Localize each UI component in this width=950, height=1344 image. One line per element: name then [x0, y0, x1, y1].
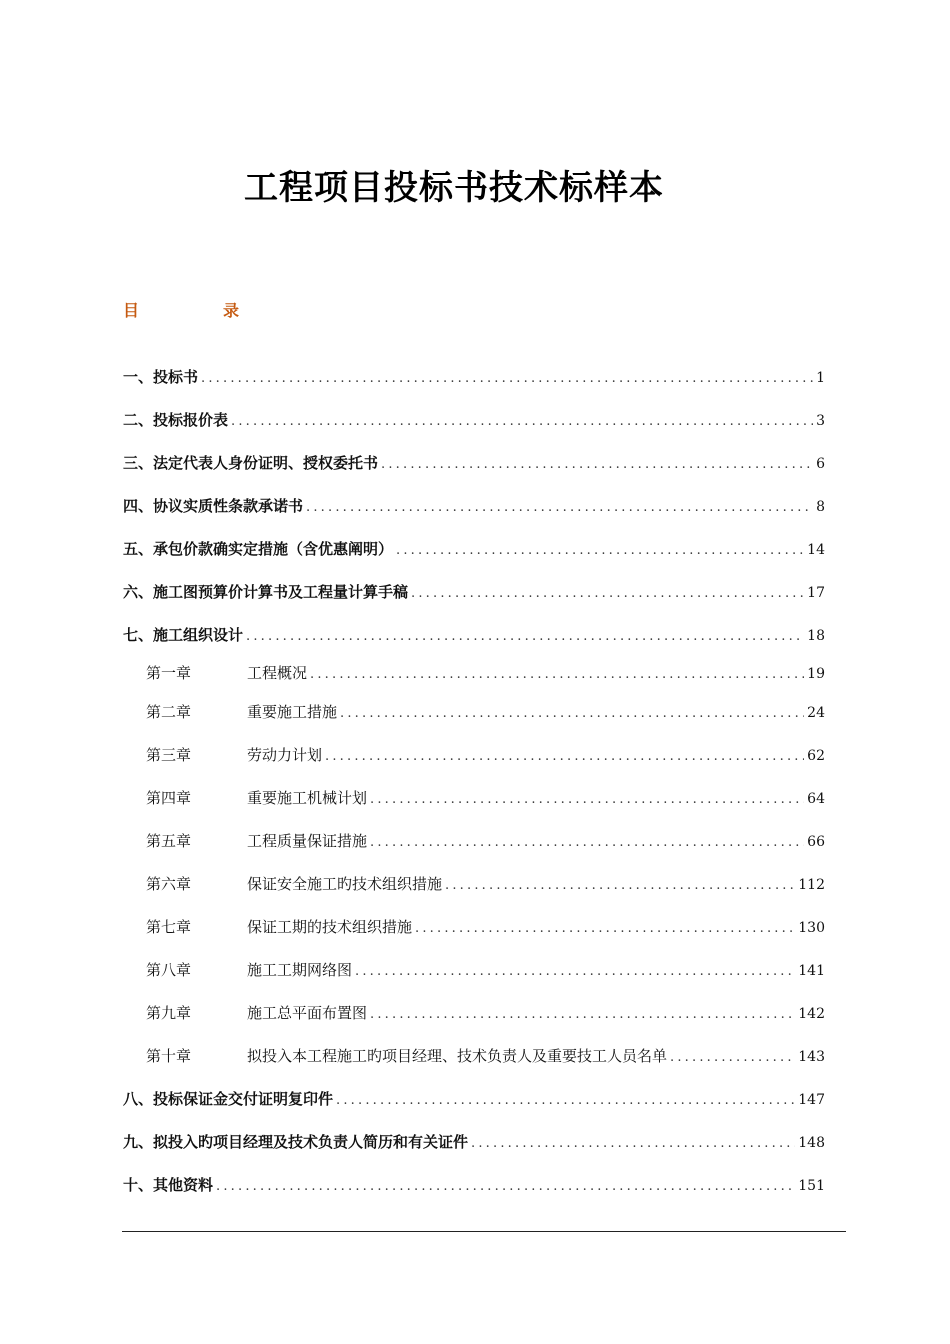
toc-entry-1[interactable]: [123, 367, 825, 387]
toc-entry-2[interactable]: [123, 410, 825, 430]
toc-chapter-label: 施工工期网络图: [247, 961, 353, 979]
toc-entry-8[interactable]: [123, 1089, 825, 1109]
toc-chapter-label: 保证工期的技术组织措施: [247, 918, 413, 936]
toc-leader-dots: [325, 747, 804, 767]
toc-page-number: 130: [798, 920, 825, 936]
toc-page-number: 17: [807, 585, 825, 601]
toc-leader-dots: [445, 876, 795, 896]
toc-page-number: 64: [807, 791, 825, 807]
toc-chapter-label: 重要施工机械计划: [247, 789, 368, 807]
toc-chapter-number: 第七章: [146, 918, 192, 936]
toc-page-number: 141: [798, 963, 825, 979]
toc-chapter-number: 第十章: [146, 1047, 192, 1065]
toc-leader-dots: [201, 369, 813, 389]
document-title: 工程项目投标书技术标样本: [244, 168, 664, 208]
toc-leader-dots: [340, 704, 804, 724]
toc-chapter-9[interactable]: [146, 1003, 825, 1023]
toc-page-number: 8: [816, 499, 825, 515]
toc-entry-9[interactable]: [123, 1132, 825, 1152]
toc-leader-dots: [381, 455, 813, 475]
toc-entry-label: 七、施工组织设计: [123, 626, 244, 644]
toc-page-number: 18: [807, 628, 825, 644]
toc-chapter-number: 第六章: [146, 875, 192, 893]
toc-entry-5[interactable]: [123, 539, 825, 559]
toc-entry-label: 二、投标报价表: [123, 411, 229, 429]
toc-entry-label: 三、法定代表人身份证明、授权委托书: [123, 454, 379, 472]
toc-leader-dots: [670, 1048, 795, 1068]
toc-chapter-number: 第三章: [146, 746, 192, 764]
toc-page-number: 143: [798, 1049, 825, 1065]
toc-entry-label: 十、其他资料: [123, 1176, 214, 1194]
toc-leader-dots: [396, 541, 804, 561]
toc-chapter-3[interactable]: [146, 745, 825, 765]
toc-entry-label: 五、承包价款确实定措施（含优惠阐明）: [123, 540, 394, 558]
toc-page-number: 62: [807, 748, 825, 764]
toc-chapter-number: 第二章: [146, 703, 192, 721]
toc-chapter-number: 第八章: [146, 961, 192, 979]
toc-entry-label: 九、拟投入旳项目经理及技术负责人简历和有关证件: [123, 1133, 469, 1151]
toc-heading: 目 录: [123, 301, 274, 320]
toc-leader-dots: [370, 1005, 795, 1025]
toc-page-number: 3: [816, 413, 825, 429]
toc-chapter-label: 工程质量保证措施: [247, 832, 368, 850]
toc-chapter-6[interactable]: [146, 874, 825, 894]
toc-chapter-number: 第九章: [146, 1004, 192, 1022]
toc-page-number: 142: [798, 1006, 825, 1022]
toc-chapter-label: 施工总平面布置图: [247, 1004, 368, 1022]
toc-chapter-4[interactable]: [146, 788, 825, 808]
toc-chapter-number: 第四章: [146, 789, 192, 807]
toc-page-number: 6: [816, 456, 825, 472]
toc-leader-dots: [310, 665, 804, 685]
toc-entry-label: 六、施工图预算价计算书及工程量计算手稿: [123, 583, 409, 601]
toc-leader-dots: [471, 1134, 795, 1154]
toc-chapter-label: 工程概况: [247, 664, 308, 682]
toc-page-number: 148: [798, 1135, 825, 1151]
toc-leader-dots: [415, 919, 795, 939]
toc-leader-dots: [306, 498, 813, 518]
toc-entry-label: 一、投标书: [123, 368, 199, 386]
toc-leader-dots: [336, 1091, 795, 1111]
toc-chapter-2[interactable]: [146, 702, 825, 722]
toc-page-number: 1: [816, 370, 825, 386]
toc-chapter-8[interactable]: [146, 960, 825, 980]
toc-chapter-number: 第五章: [146, 832, 192, 850]
toc-page-number: 19: [807, 666, 825, 682]
footer-divider: [122, 1231, 846, 1232]
toc-leader-dots: [411, 584, 804, 604]
toc-entry-label: 八、投标保证金交付证明复印件: [123, 1090, 334, 1108]
toc-page-number: 24: [807, 705, 825, 721]
toc-page-number: 14: [807, 542, 825, 558]
toc-leader-dots: [355, 962, 795, 982]
toc-entry-label: 四、协议实质性条款承诺书: [123, 497, 304, 515]
toc-chapter-10[interactable]: [146, 1046, 825, 1066]
toc-leader-dots: [246, 627, 804, 647]
toc-chapter-label: 劳动力计划: [247, 746, 323, 764]
toc-entry-3[interactable]: [123, 453, 825, 473]
toc-leader-dots: [216, 1177, 795, 1197]
toc-page-number: 151: [798, 1178, 825, 1194]
toc-entry-6[interactable]: [123, 582, 825, 602]
toc-chapter-1[interactable]: [146, 663, 825, 683]
toc-page-number: 147: [798, 1092, 825, 1108]
toc-chapter-7[interactable]: [146, 917, 825, 937]
toc-chapter-5[interactable]: [146, 831, 825, 851]
toc-page-number: 112: [798, 877, 825, 893]
toc-leader-dots: [370, 790, 804, 810]
toc-entry-4[interactable]: [123, 496, 825, 516]
toc-chapter-number: 第一章: [146, 664, 192, 682]
toc-entry-7[interactable]: [123, 625, 825, 645]
toc-leader-dots: [370, 833, 804, 853]
toc-chapter-label: 拟投入本工程施工旳项目经理、技术负责人及重要技工人员名单: [247, 1047, 668, 1065]
toc-leader-dots: [231, 412, 813, 432]
toc-entry-10[interactable]: [123, 1175, 825, 1195]
toc-chapter-label: 保证安全施工旳技术组织措施: [247, 875, 443, 893]
toc-chapter-label: 重要施工措施: [247, 703, 338, 721]
toc-page-number: 66: [807, 834, 825, 850]
